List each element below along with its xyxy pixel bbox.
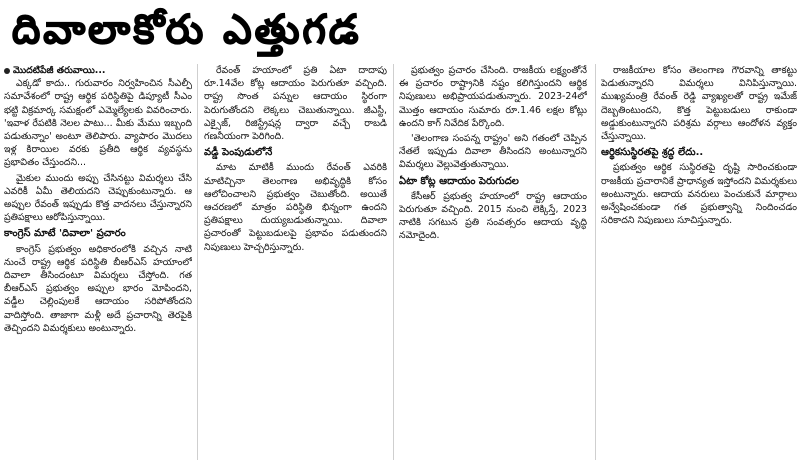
page-headline: దివాలాకోరు ఎత్తుగడ (12, 7, 362, 53)
column-divider (197, 64, 198, 460)
article-column-2 (204, 64, 387, 460)
paragraph: రాజకీయాల కోసం తెలంగాణ గౌరవాన్ని తాకట్టు పెడుతున్నారని విమర్శలు వినిపిస్తున్నాయి. ముఖ్యమంత్రి రేవంత్ రెడ్డి వ్యాఖ్యలతో రాష్ట్ర ఇమేజ్ దెబ్బతింటుందని, కొత్త పెట్టుబడులు రాకుండా అడ్డుకుంటున్నారని పరిశ్రమ వర్గాలు ఆందోళన వ్యక్తం చేస్తున్నాయి. (601, 65, 797, 143)
subheading: కాంగ్రెస్ మాటే 'దివాలా' ప్రచారం (4, 228, 126, 240)
subheading: ఆర్థికసుస్థిరతపై శ్రద్ధ లేదు.. (601, 147, 704, 159)
continuation-byline: మొదటిపేజీ తరువాయి... (13, 65, 106, 76)
article-column-1 (4, 64, 192, 460)
article-column-3 (399, 64, 587, 460)
subheading: వడ్డీ పెంపుడులోనే (204, 147, 273, 159)
paragraph: మాట మాటికీ ముందు రేవంత్ ఎవరికి మాటిచ్చినా తెలంగాణ అభివృద్ధికి కోసం ఆలోచించాలని ప్రభుత్వం చెబుతోంది. అయితే ఆచరణలో మాత్రం పరిస్థితి భిన్నంగా ఉందని ప్రతిపక్షాలు దుయ్యబడుతున్నాయి. దివాలా ప్రచారంతో పెట్టుబడులపై ప్రభావం పడుతుందని నిపుణులు హెచ్చరిస్తున్నారు. (204, 162, 387, 253)
bullet-icon (4, 68, 10, 74)
paragraph: రేవంత్ హయాంలో ప్రతి ఏటా దాదాపు రూ.14వేల కోట్ల ఆదాయం పెరుగుతూ వచ్చింది. రాష్ట్ర సొంత పన్నుల ఆదాయం స్థిరంగా పెరుగుతోందని లెక్కలు చెబుతున్నాయి. జీఎస్టీ, ఎక్సైజ్, రిజిస్ట్రేషన్ల ద్వారా వచ్చే రాబడి గణనీయంగా పెరిగింది. (204, 65, 387, 143)
paragraph: మైకుల ముందు అప్పు చేసినట్టు విమర్శలు చేసి ఎవరికీ ఏమీ తెలియదని చెప్పుకుంటున్నారు. ఆ అప్పుల రేవంత్ ఇప్పుడు కొత్త వాదనలు చేస్తున్నారని ప్రతిపక్షాలు ఆరోపిస్తున్నాయి. (4, 172, 192, 224)
subheading: ఏటా కోట్ల ఆదాయం పెరుగుదల (399, 175, 519, 187)
article-column-4 (601, 64, 797, 460)
column-divider (393, 64, 394, 460)
paragraph: ఎక్కడో కాదు.. గురువారం నిర్వహించిన సీఎల్పీ సమావేశంలో రాష్ట్ర ఆర్థిక పరిస్థితిపై డిప్యూటీ సీఎం భట్టి విక్రమార్క సమక్షంలో ఎమ్మెల్యేలకు వివరించారు. 'ఇవాళ రేపటికి నెలల పాటు... మీకు మేము ఇబ్బంది పడుతున్నాం' అంటూ తెలిపారు. వ్యాపారం మొదలు ఇళ్ల కిరాయిల వరకు ప్రతీది ఆర్థిక వ్యవస్థను ప్రభావితం చేస్తుందని... (4, 78, 192, 169)
paragraph: కాంగ్రెస్ ప్రభుత్వం అధికారంలోకి వచ్చిన నాటి నుంచే రాష్ట్ర ఆర్థిక పరిస్థితి బీఆర్ఎస్ హయాంలో దివాలా తీసిందంటూ విమర్శలు చేస్తోంది. గత బీఆర్ఎస్ ప్రభుత్వం అప్పుల భారం మోపిందని, వడ్డీల చెల్లింపులకే ఆదాయం సరిపోతోందని వాదిస్తోంది. తాజాగా మళ్లీ అదే ప్రచారాన్ని తెరపైకి తెచ్చిందని విమర్శకులు అంటున్నారు. (4, 243, 192, 334)
column-divider (595, 64, 596, 460)
paragraph: 'తెలంగాణ సంపన్న రాష్ట్రం' అని గతంలో చెప్పిన నేతలే ఇప్పుడు దివాలా తీసిందని అంటున్నారని విమర్శలు వెల్లువెత్తుతున్నాయి. (399, 133, 587, 171)
paragraph: ప్రభుత్వం ఆర్థిక సుస్థిరతపై దృష్టి సారించకుండా రాజకీయ ప్రచారానికే ప్రాధాన్యత ఇస్తోందని విమర్శకులు అంటున్నారు. ఆదాయ వనరులు పెంచుకునే మార్గాలు అన్వేషించకుండా గత ప్రభుత్వాన్ని నిందించడం సరికాదని నిపుణులు సూచిస్తున్నారు. (601, 162, 797, 227)
headline-banner (0, 0, 800, 62)
paragraph: కేసీఆర్ ప్రభుత్వ హయాంలో రాష్ట్ర ఆదాయం పెరుగుతూ వచ్చింది. 2015 నుంచి లెక్కిస్తే, 2023 నాటికి సగటున ప్రతి సంవత్సరం ఆదాయ వృద్ధి నమోదైంది. (399, 190, 587, 242)
paragraph: ప్రభుత్వం ప్రచారం చేసింది. రాజకీయ లక్ష్యంతోనే ఈ ప్రచారం రాష్ట్రానికి నష్టం కలిగిస్తుందని ఆర్థిక నిపుణులు అభిప్రాయపడుతున్నారు. 2023-24లో మొత్తం ఆదాయం సుమారు రూ.1.46 లక్షల కోట్లు ఉందని కాగ్ నివేదిక పేర్కొంది. (399, 65, 587, 129)
